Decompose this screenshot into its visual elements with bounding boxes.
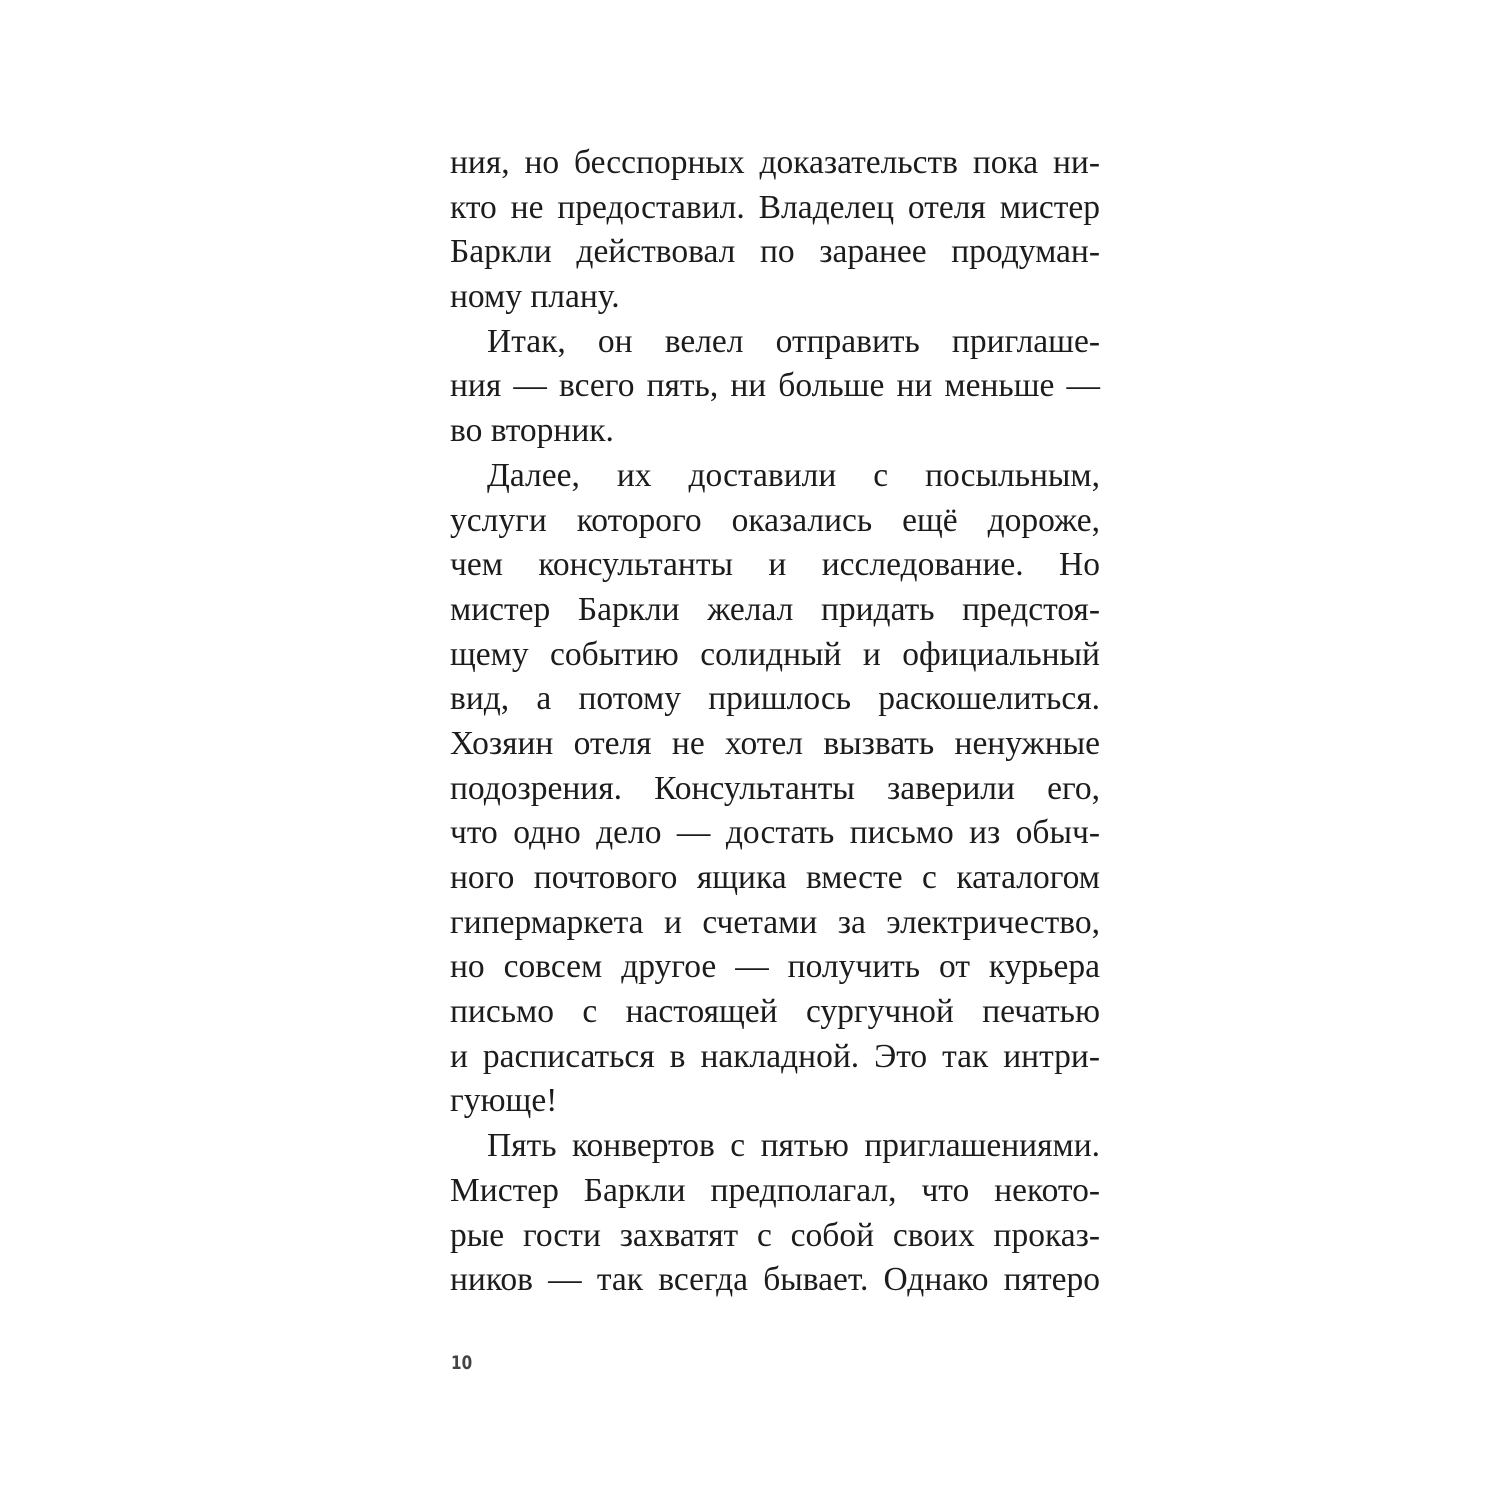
page-body [450,141,1100,1303]
text-line: ников — так всегда бывает. Однако пятеро [450,1261,1100,1299]
text-line: вид, а потому пришлось раскошелиться. [450,680,1100,718]
text-line: ния — всего пять, ни больше ни меньше — [450,367,1100,405]
text-line: чем консультанты и исследование. Но [450,546,1100,584]
text-line: ния, но бесспорных доказательств пока ни- [450,144,1100,181]
text-line: Пять конвертов с пятью приглашениями. [487,1127,1100,1165]
text-line: щему событию солидный и официальный [450,635,1100,673]
text-line: Мистер Баркли предполагал, что некото- [450,1171,1100,1209]
text-line: рые гости захватят с собой своих проказ- [450,1216,1100,1254]
text-line: но совсем другое — получить от курьера [450,948,1100,986]
text-line: услуги которого оказались ещё дороже, [450,501,1100,539]
text-line: письмо с настоящей сургучной печатью [450,993,1100,1031]
text-line: гипермаркета и счетами за электричество, [450,903,1100,941]
text-line: гующе! [450,1082,558,1120]
text-line: Баркли действовал по заранее продуман- [450,233,1100,271]
text-line: кто не предоставил. Владелец отеля мистер [450,188,1100,226]
text-line: что одно дело — достать письмо из обыч- [450,814,1100,852]
text-line: ного почтового ящика вместе с каталогом [450,859,1100,896]
text-line: подозрения. Консультанты заверили его, [450,769,1100,807]
text-line: Итак, он велел отправить приглаше- [487,322,1100,360]
text-line: Хозяин отеля не хотел вызвать ненужные [450,724,1100,762]
text-line: ному плану. [450,278,620,316]
text-line: во вторник. [450,412,614,450]
page-number: 10 [451,1352,473,1374]
text-line: Далее, их доставили с посыльным, [487,456,1100,494]
text-line: мистер Баркли желал придать предстоя- [450,590,1100,628]
text-line: и расписаться в накладной. Это так интри- [450,1037,1100,1075]
